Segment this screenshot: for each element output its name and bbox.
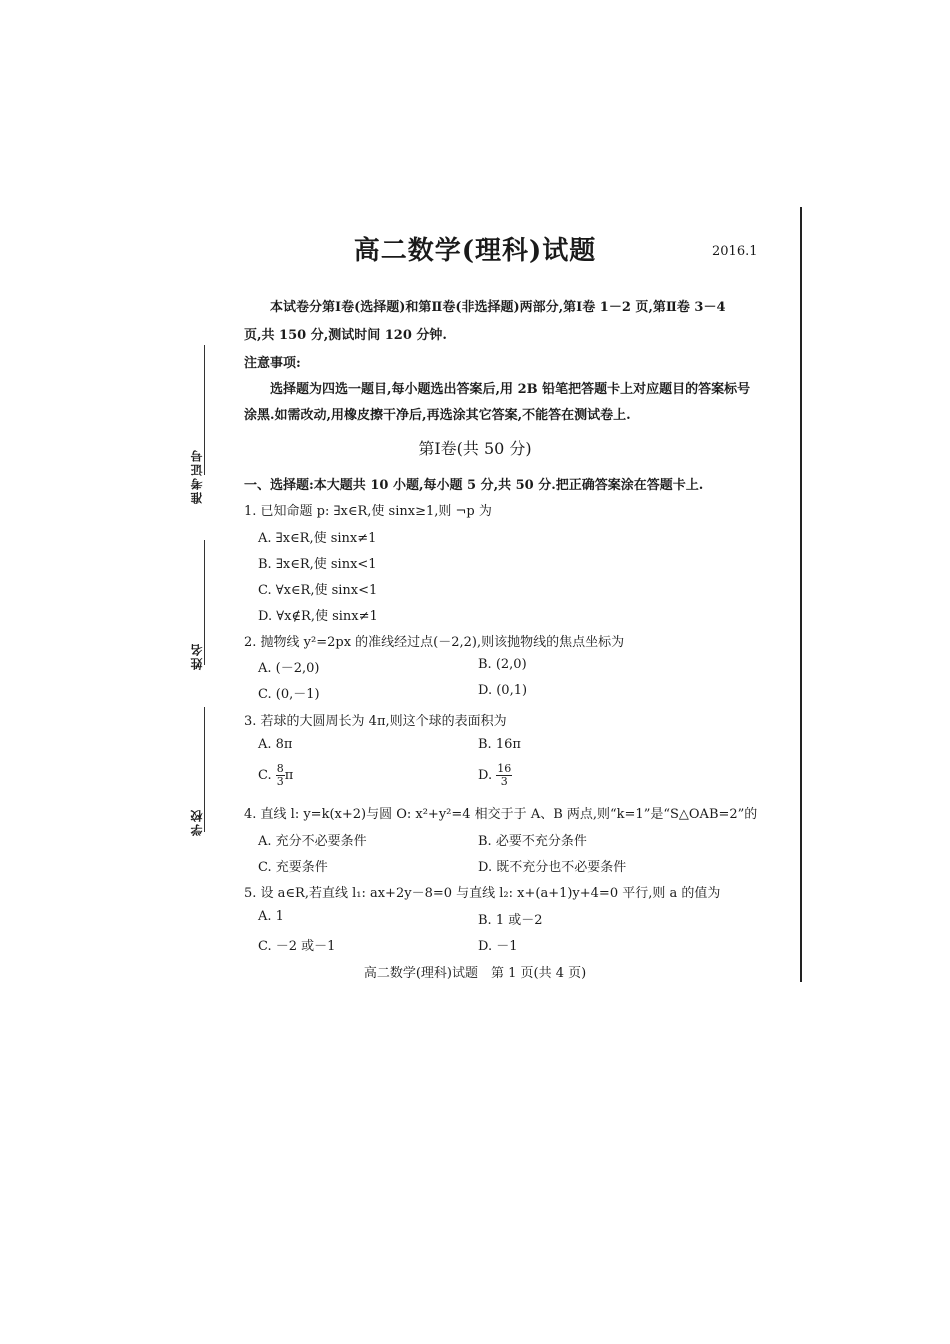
fraction — [496, 763, 512, 788]
question-4-option-d: D. 既不充分也不必要条件 — [478, 860, 627, 875]
fraction — [276, 763, 285, 788]
exam-date: 2016.1 — [712, 244, 758, 259]
question-5-option-b: B. 1 或－2 — [478, 913, 543, 928]
question-1-option-b: B. ∃x∈R,使 sinx<1 — [258, 557, 377, 572]
option-c-prefix: C. — [258, 768, 272, 783]
notice-heading: 注意事项: — [244, 356, 301, 371]
denominator: 3 — [276, 775, 284, 788]
school-label: 学校 — [190, 808, 204, 836]
question-3-option-a: A. 8π — [258, 737, 293, 752]
section-title: 第Ⅰ卷(共 50 分) — [418, 439, 532, 458]
notice-line-2: 涂黑.如需改动,用橡皮擦干净后,再选涂其它答案,不能答在测试卷上. — [244, 408, 631, 423]
question-3-option-d — [478, 763, 512, 788]
intro-line-2: 页,共 150 分,测试时间 120 分钟. — [244, 328, 447, 343]
page-footer: 高二数学(理科)试题 第 1 页(共 4 页) — [363, 966, 587, 981]
option-d-prefix: D. — [478, 768, 493, 783]
question-4-option-b: B. 必要不充分条件 — [478, 834, 587, 849]
option-c-suffix: π — [284, 768, 294, 783]
denominator: 3 — [500, 775, 508, 788]
question-1-option-d: D. ∀x∉R,使 sinx≠1 — [258, 609, 378, 624]
question-5-stem: 5. 设 a∈R,若直线 l₁: ax+2y－8=0 与直线 l₂: x+(a+1)y+4=0 平行,则 a 的值为 — [244, 886, 721, 901]
question-2-option-b: B. (2,0) — [478, 657, 527, 672]
intro-line-1: 本试卷分第Ⅰ卷(选择题)和第Ⅱ卷(非选择题)两部分,第Ⅰ卷 1－2 页,第Ⅱ卷 3－4 — [270, 300, 726, 315]
exam-number-label: 准考证号 — [190, 448, 204, 504]
name-label: 姓名 — [190, 642, 204, 670]
page-edge-rule — [800, 207, 802, 982]
notice-line-1: 选择题为四选一题目,每小题选出答案后,用 2B 铅笔把答题卡上对应题目的答案标号 — [270, 382, 751, 397]
question-5-option-a: A. 1 — [258, 909, 284, 924]
question-5-option-c: C. －2 或－1 — [258, 939, 336, 954]
question-3-option-c — [258, 763, 293, 788]
question-5-option-d: D. －1 — [478, 939, 518, 954]
question-4-option-a: A. 充分不必要条件 — [258, 834, 367, 849]
question-2-option-c: C. (0,－1) — [258, 687, 320, 702]
question-2-stem: 2. 抛物线 y²=2px 的准线经过点(－2,2),则该抛物线的焦点坐标为 — [244, 635, 625, 650]
question-4-stem: 4. 直线 l: y=k(x+2)与圆 O: x²+y²=4 相交于于 A、B 两点,则“k=1”是“S△OAB=2”的 — [244, 807, 758, 822]
question-2-option-d: D. (0,1) — [478, 683, 528, 698]
question-2-option-a: A. (－2,0) — [258, 661, 320, 676]
question-1-option-c: C. ∀x∈R,使 sinx<1 — [258, 583, 378, 598]
question-3-stem: 3. 若球的大圆周长为 4π,则这个球的表面积为 — [244, 714, 507, 729]
question-4-option-c: C. 充要条件 — [258, 860, 328, 875]
question-1-stem: 1. 已知命题 p: ∃x∈R,使 sinx≥1,则 ¬p 为 — [244, 504, 492, 519]
page-title: 高二数学(理科)试题 — [353, 236, 597, 266]
question-1-option-a: A. ∃x∈R,使 sinx≠1 — [258, 531, 377, 546]
numerator: 8 — [276, 762, 284, 775]
question-3-option-b: B. 16π — [478, 737, 521, 752]
part-heading: 一、选择题:本大题共 10 小题,每小题 5 分,共 50 分.把正确答案涂在答题卡上. — [244, 478, 704, 493]
numerator: 16 — [497, 762, 512, 775]
